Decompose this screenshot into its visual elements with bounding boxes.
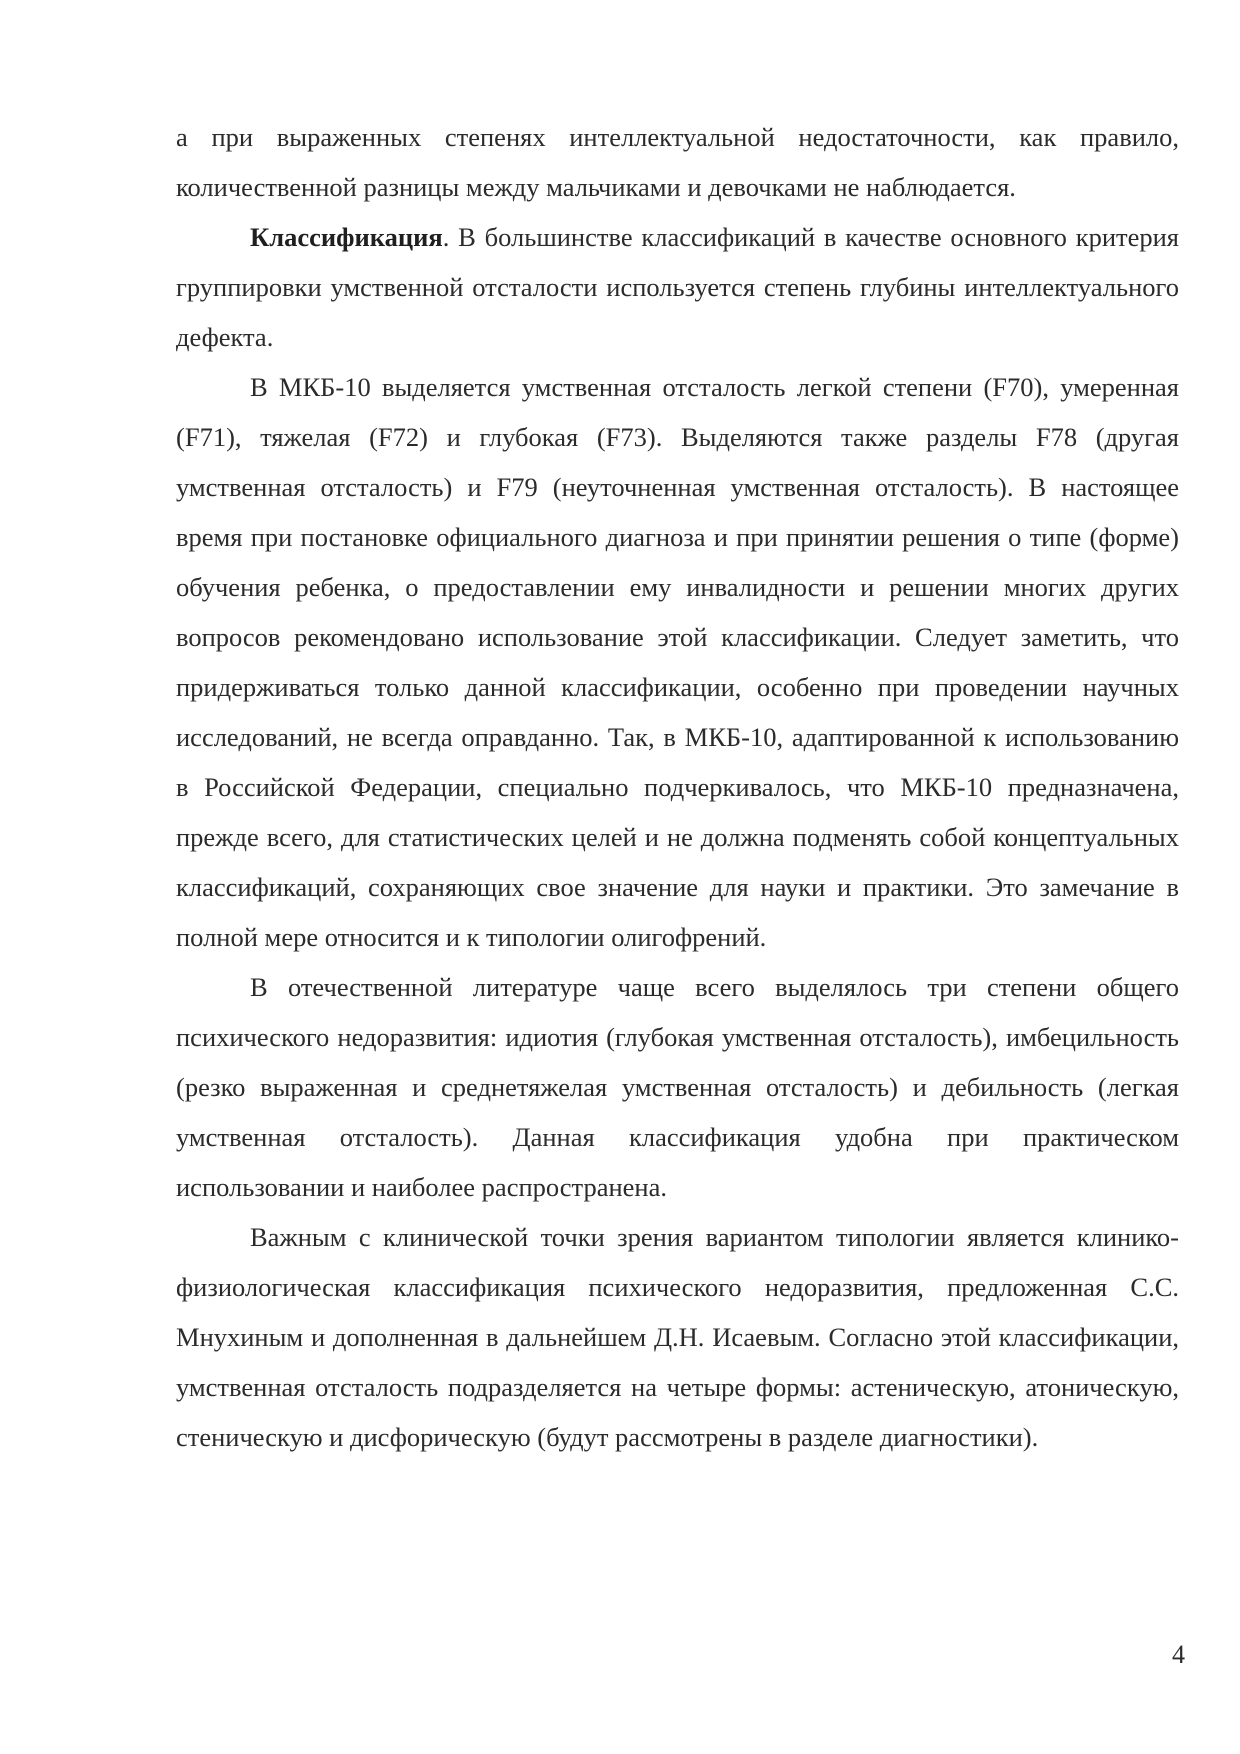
paragraph-classification	[176, 212, 1179, 362]
paragraph-clinical-typology: Важным с клинической точки зрения вариантом типологии является клинико-физиологическая классификация психического недоразвития, предложенная С.С. Мнухиным и дополненная в дальнейшем Д.Н. Исаевым. Согласно этой классификации, умственная отсталость подразделяется на четыре формы: астеническую, атоническую, стеническую и дисфорическую (будут рассмотрены в разделе диагностики).	[176, 1222, 1179, 1452]
paragraph-text: . В большинстве классификаций в качестве основного критерия группировки умственной отсталости используется степень глубины интеллектуального дефекта.	[176, 222, 1179, 352]
paragraph-icd10: В МКБ-10 выделяется умственная отсталость легкой степени (F70), умеренная (F71), тяжелая (F72) и глубокая (F73). Выделяются также разделы F78 (другая умственная отсталость) и F79 (неуточненная умственная отсталость). В настоящее время при постановке официального диагноза и при принятии решения о типе (форме) обучения ребенка, о предоставлении ему инвалидности и решении многих других вопросов рекомендовано использование этой классификации. Следует заметить, что придерживаться только данной классификации, особенно при проведении научных исследований, не всегда оправданно. Так, в МКБ-10, адаптированной к использованию в Российской Федерации, специально подчеркивалось, что МКБ-10 предназначена, прежде всего, для статистических целей и не должна подменять собой концептуальных классификаций, сохраняющих свое значение для науки и практики. Это замечание в полной мере относится и к типологии олигофрений.	[176, 372, 1179, 952]
section-heading-classification: Классификация	[250, 222, 443, 252]
body-text	[176, 112, 1179, 1462]
page-number: 4	[1172, 1640, 1185, 1669]
paragraph-continuation: а при выраженных степенях интеллектуальной недостаточности, как правило, количественной разницы между мальчиками и девочками не наблюдается.	[176, 122, 1179, 202]
paragraph-domestic-literature: В отечественной литературе чаще всего выделялось три степени общего психического недоразвития: идиотия (глубокая умственная отсталость), имбецильность (резко выраженная и среднетяжелая умственная отсталость) и дебильность (легкая умственная отсталость). Данная классификация удобна при практическом использовании и наиболее распространена.	[176, 972, 1179, 1202]
